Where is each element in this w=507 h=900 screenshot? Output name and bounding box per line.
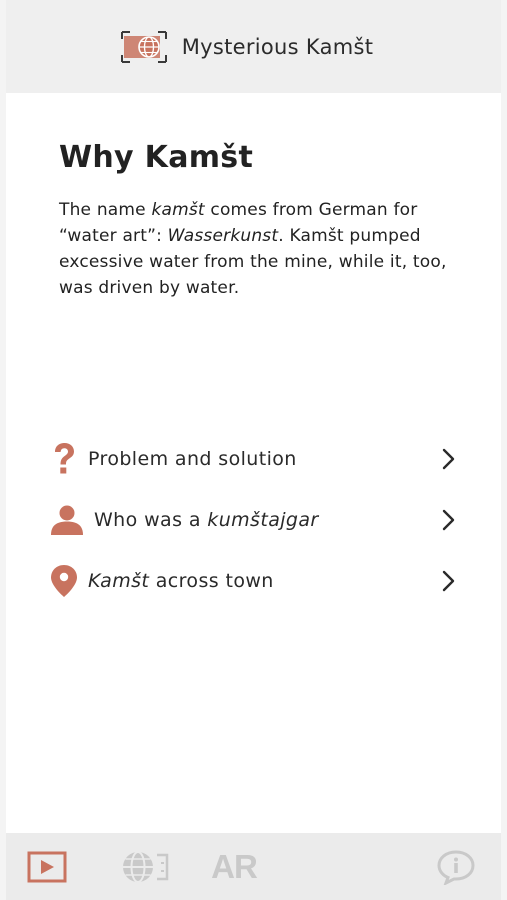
globe-frame-icon <box>120 30 168 64</box>
menu-label-across-town-suffix: across town <box>149 569 274 592</box>
chevron-right-icon <box>441 570 457 592</box>
nav-info-button[interactable] <box>432 833 480 900</box>
app-screen <box>6 0 501 900</box>
intro-text-1: The name <box>59 200 152 220</box>
menu-label-across-town-italic: Kamšt <box>88 569 150 592</box>
header-brand <box>120 30 374 64</box>
chevron-right-icon <box>441 509 457 531</box>
intro-text-4: Wasserkunst <box>167 226 279 246</box>
intro-paragraph <box>59 197 459 301</box>
ar-icon: AR <box>211 847 257 885</box>
menu-item-across-town[interactable] <box>46 550 461 611</box>
map-pin-icon <box>46 563 82 599</box>
app-header <box>6 0 501 93</box>
person-icon <box>46 502 88 538</box>
menu-label-problem-solution: Problem and solution <box>88 447 297 470</box>
nav-video-button[interactable] <box>20 833 74 900</box>
bottom-nav <box>6 833 501 900</box>
info-icon <box>436 849 476 885</box>
menu-label-kumstajgar-prefix: Who was a <box>94 508 208 531</box>
nav-ar-button[interactable] <box>202 833 266 900</box>
menu-item-problem-solution[interactable] <box>46 428 461 489</box>
menu-item-kumstajgar[interactable] <box>46 489 461 550</box>
question-icon <box>46 441 82 477</box>
menu-label-kumstajgar-italic: kumštajgar <box>207 508 319 531</box>
topic-menu <box>46 428 461 611</box>
nav-globe-button[interactable] <box>112 833 176 900</box>
app-title: Mysterious Kamšt <box>181 34 374 59</box>
chevron-right-icon <box>441 448 457 470</box>
menu-label-across-town <box>88 570 274 592</box>
video-icon <box>27 851 67 883</box>
page-title: Why Kamšt <box>59 140 254 175</box>
main-content <box>59 140 459 301</box>
globe-frame-icon <box>117 849 171 885</box>
intro-text-3: comes from German for “water art”: <box>59 200 418 246</box>
intro-text-2: kamšt <box>151 200 205 220</box>
menu-label-kumstajgar <box>94 509 319 531</box>
intro-text-5: . Kamšt pumped excessive water from the mine, while it, too, was driven by water. <box>59 226 447 298</box>
